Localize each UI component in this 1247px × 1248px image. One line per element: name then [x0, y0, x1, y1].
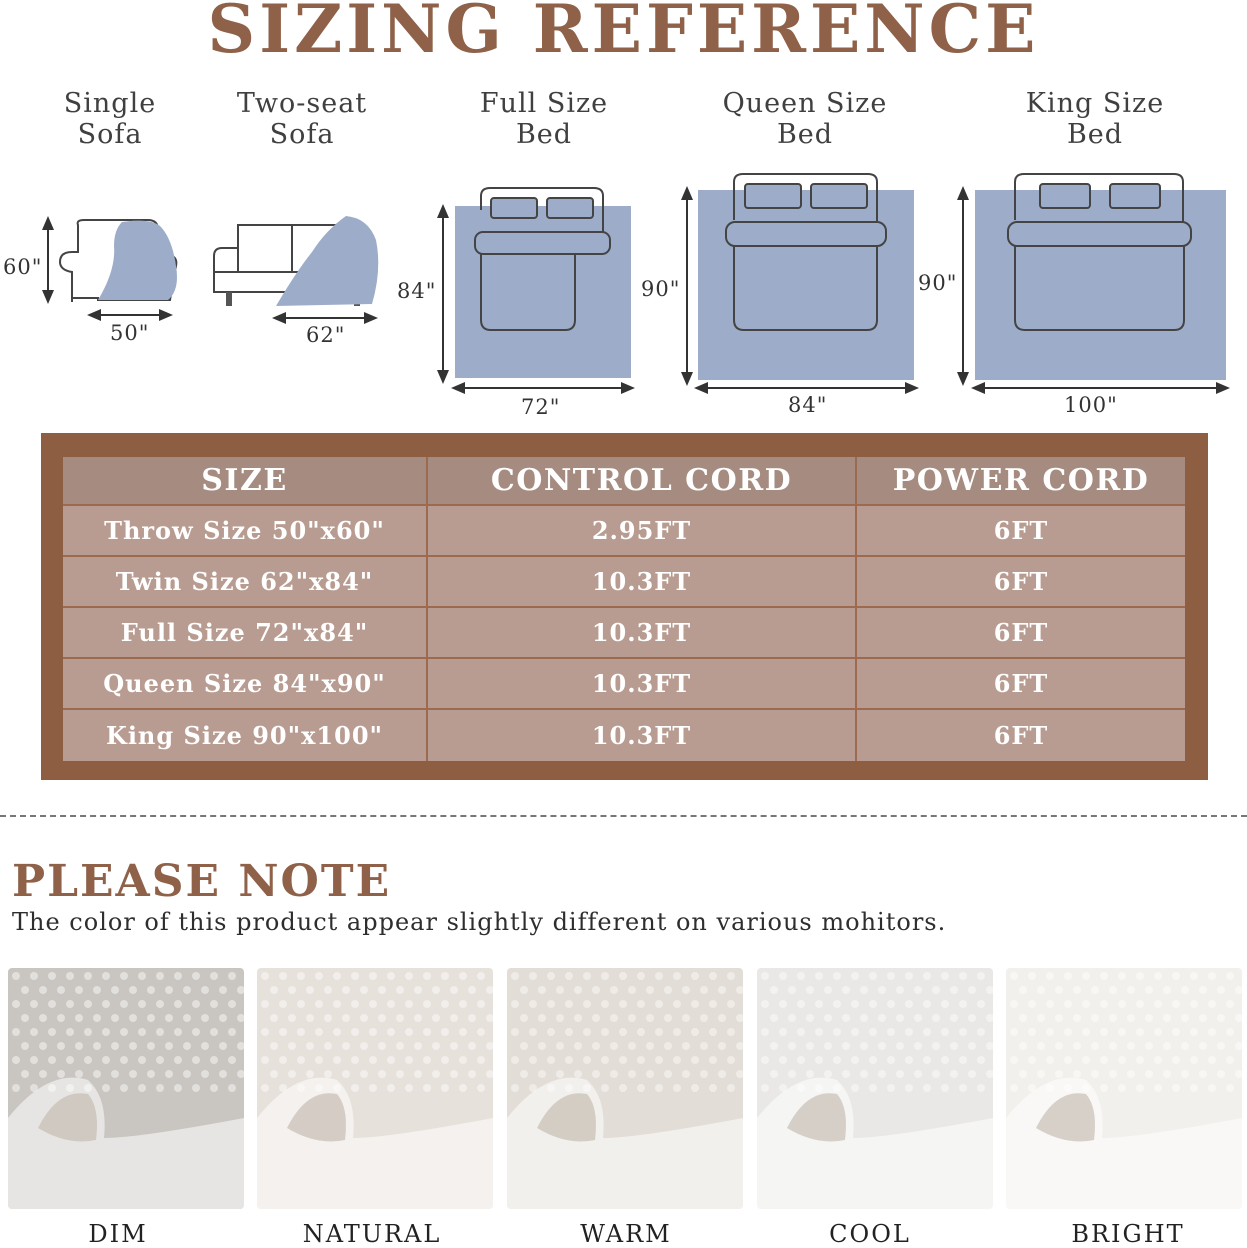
king-bed-width-label: 100" [1064, 393, 1118, 417]
swatch-label-bright: BRIGHT [1071, 1220, 1185, 1248]
label-full-size-bed: Full Size Bed [479, 88, 609, 150]
label-king-size-bed: King Size Bed [1025, 88, 1165, 150]
single-sofa-height-label: 60" [3, 255, 43, 279]
row-4-power-cord: 6FT [857, 659, 1185, 710]
row-5-control-cord: 10.3FT [428, 710, 857, 761]
queen-bed-icon [698, 174, 914, 380]
full-bed-height-label: 84" [397, 279, 437, 303]
single-sofa-icon [60, 220, 177, 302]
full-bed-icon [455, 188, 631, 378]
row-3-control-cord: 10.3FT [428, 608, 857, 659]
king-bed-icon [975, 174, 1226, 380]
header-size: SIZE [63, 457, 428, 506]
swatch-label-natural: NATURAL [302, 1220, 442, 1248]
queen-bed-height-label: 90" [641, 277, 681, 301]
page-title: SIZING REFERENCE [207, 0, 1040, 68]
row-3-power-cord: 6FT [857, 608, 1185, 659]
row-3-size: Full Size 72"x84" [63, 608, 428, 659]
size-diagram [0, 160, 1247, 430]
label-two-seat-sofa: Two-seat Sofa [236, 88, 368, 150]
row-4-control-cord: 10.3FT [428, 659, 857, 710]
king-bed-height-label: 90" [918, 271, 958, 295]
single-sofa-width-label: 50" [110, 321, 150, 345]
row-2-control-cord: 10.3FT [428, 557, 857, 608]
queen-bed-width-label: 84" [788, 393, 828, 417]
two-seat-sofa-width-label: 62" [306, 323, 346, 347]
swatch-cool [757, 968, 993, 1209]
row-1-size: Throw Size 50"x60" [63, 506, 428, 557]
row-4-size: Queen Size 84"x90" [63, 659, 428, 710]
note-title: PLEASE NOTE [12, 856, 392, 907]
cord-table [63, 457, 1185, 760]
row-2-power-cord: 6FT [857, 557, 1185, 608]
swatch-natural [257, 968, 493, 1209]
note-text: The color of this product appear slightly different on various mohitors. [12, 908, 947, 936]
swatch-label-warm: WARM [580, 1220, 672, 1248]
row-1-control-cord: 2.95FT [428, 506, 857, 557]
two-seat-sofa-icon [214, 216, 378, 306]
section-divider [0, 815, 1247, 817]
row-2-size: Twin Size 62"x84" [63, 557, 428, 608]
label-single-sofa: Single Sofa [63, 88, 157, 150]
row-1-power-cord: 6FT [857, 506, 1185, 557]
full-bed-width-label: 72" [521, 395, 561, 419]
swatch-label-dim: DIM [88, 1220, 148, 1248]
swatch-bright [1006, 968, 1242, 1209]
swatch-dim [8, 968, 244, 1209]
swatch-label-cool: COOL [829, 1220, 911, 1248]
label-queen-size-bed: Queen Size Bed [722, 88, 888, 150]
header-control-cord: CONTROL CORD [428, 457, 857, 506]
row-5-size: King Size 90"x100" [63, 710, 428, 761]
row-5-power-cord: 6FT [857, 710, 1185, 761]
swatch-warm [507, 968, 743, 1209]
cord-table-frame [41, 433, 1208, 780]
header-power-cord: POWER CORD [857, 457, 1185, 506]
